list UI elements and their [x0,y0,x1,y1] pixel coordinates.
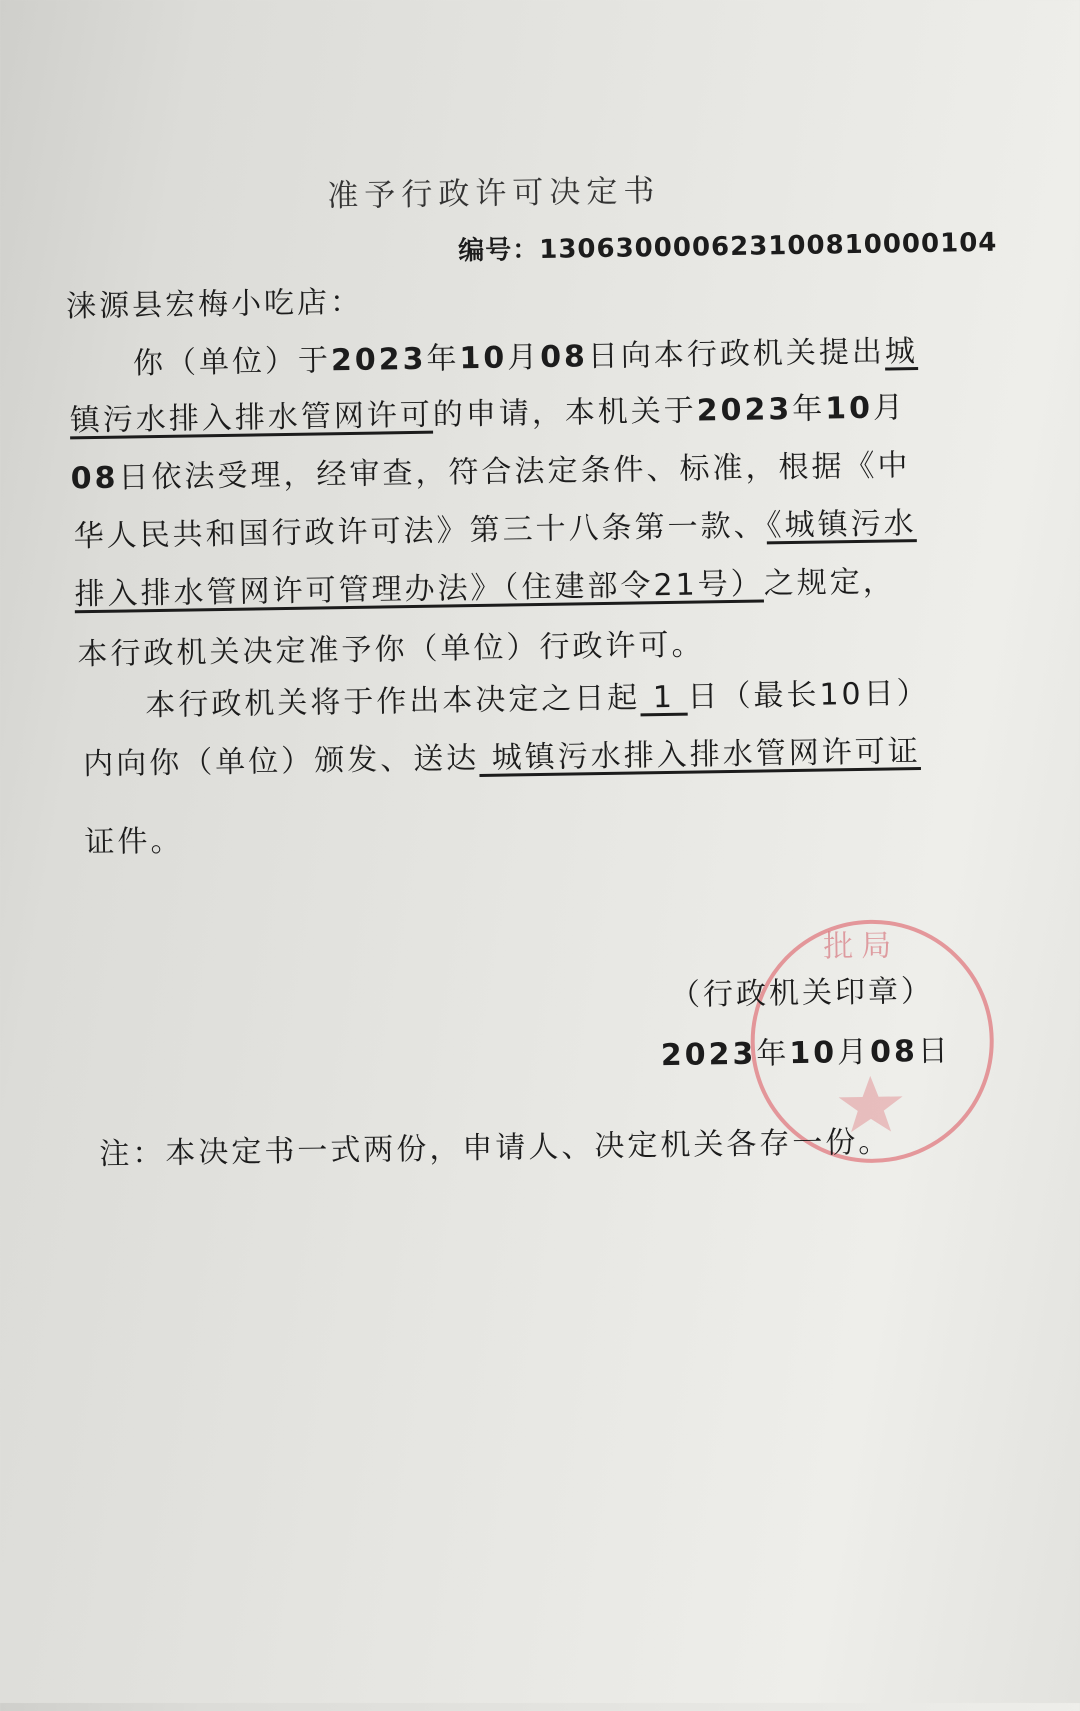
document-title: 准予行政许可决定书 [327,173,661,215]
seal-label: （行政机关印章） [669,973,935,1013]
addressee: 涞源县宏梅小吃店： [65,284,364,325]
para1-line3: 08日依法受理，经审查，符合法定条件、标准，根据《中 [70,448,911,497]
para1-line1: 你（单位）于2023年10月08日向本行政机关提出城 [132,334,919,382]
para2-line3: 证件。 [84,823,184,861]
note: 注：本决定书一式两份，申请人、决定机关各存一份。 [99,1124,892,1172]
para1-line2: 镇污水排入排水管网许可的申请，本机关于2023年10月 [69,390,907,439]
para1-line5: 排入排水管网许可管理办法》（住建部令21号）之规定， [74,564,896,613]
para1-line6: 本行政机关决定准予你（单位）行政许可。 [77,627,705,673]
para2-line2: 内向你（单位）颁发、送达 城镇污水排入排水管网许可证 [82,734,921,783]
para1-line4: 华人民共和国行政许可法》第三十八条第一款、《城镇污水 [73,506,917,555]
para2-line1: 本行政机关将于作出本决定之日起 1 日（最长10日） [145,675,930,724]
document-number [458,225,998,269]
issue-date: 2023年10月08日 [660,1033,952,1074]
seal-text: 批局 [822,928,900,965]
number-label: 编号： [458,234,540,267]
number-value: 130630000623100810000104 [539,227,998,265]
